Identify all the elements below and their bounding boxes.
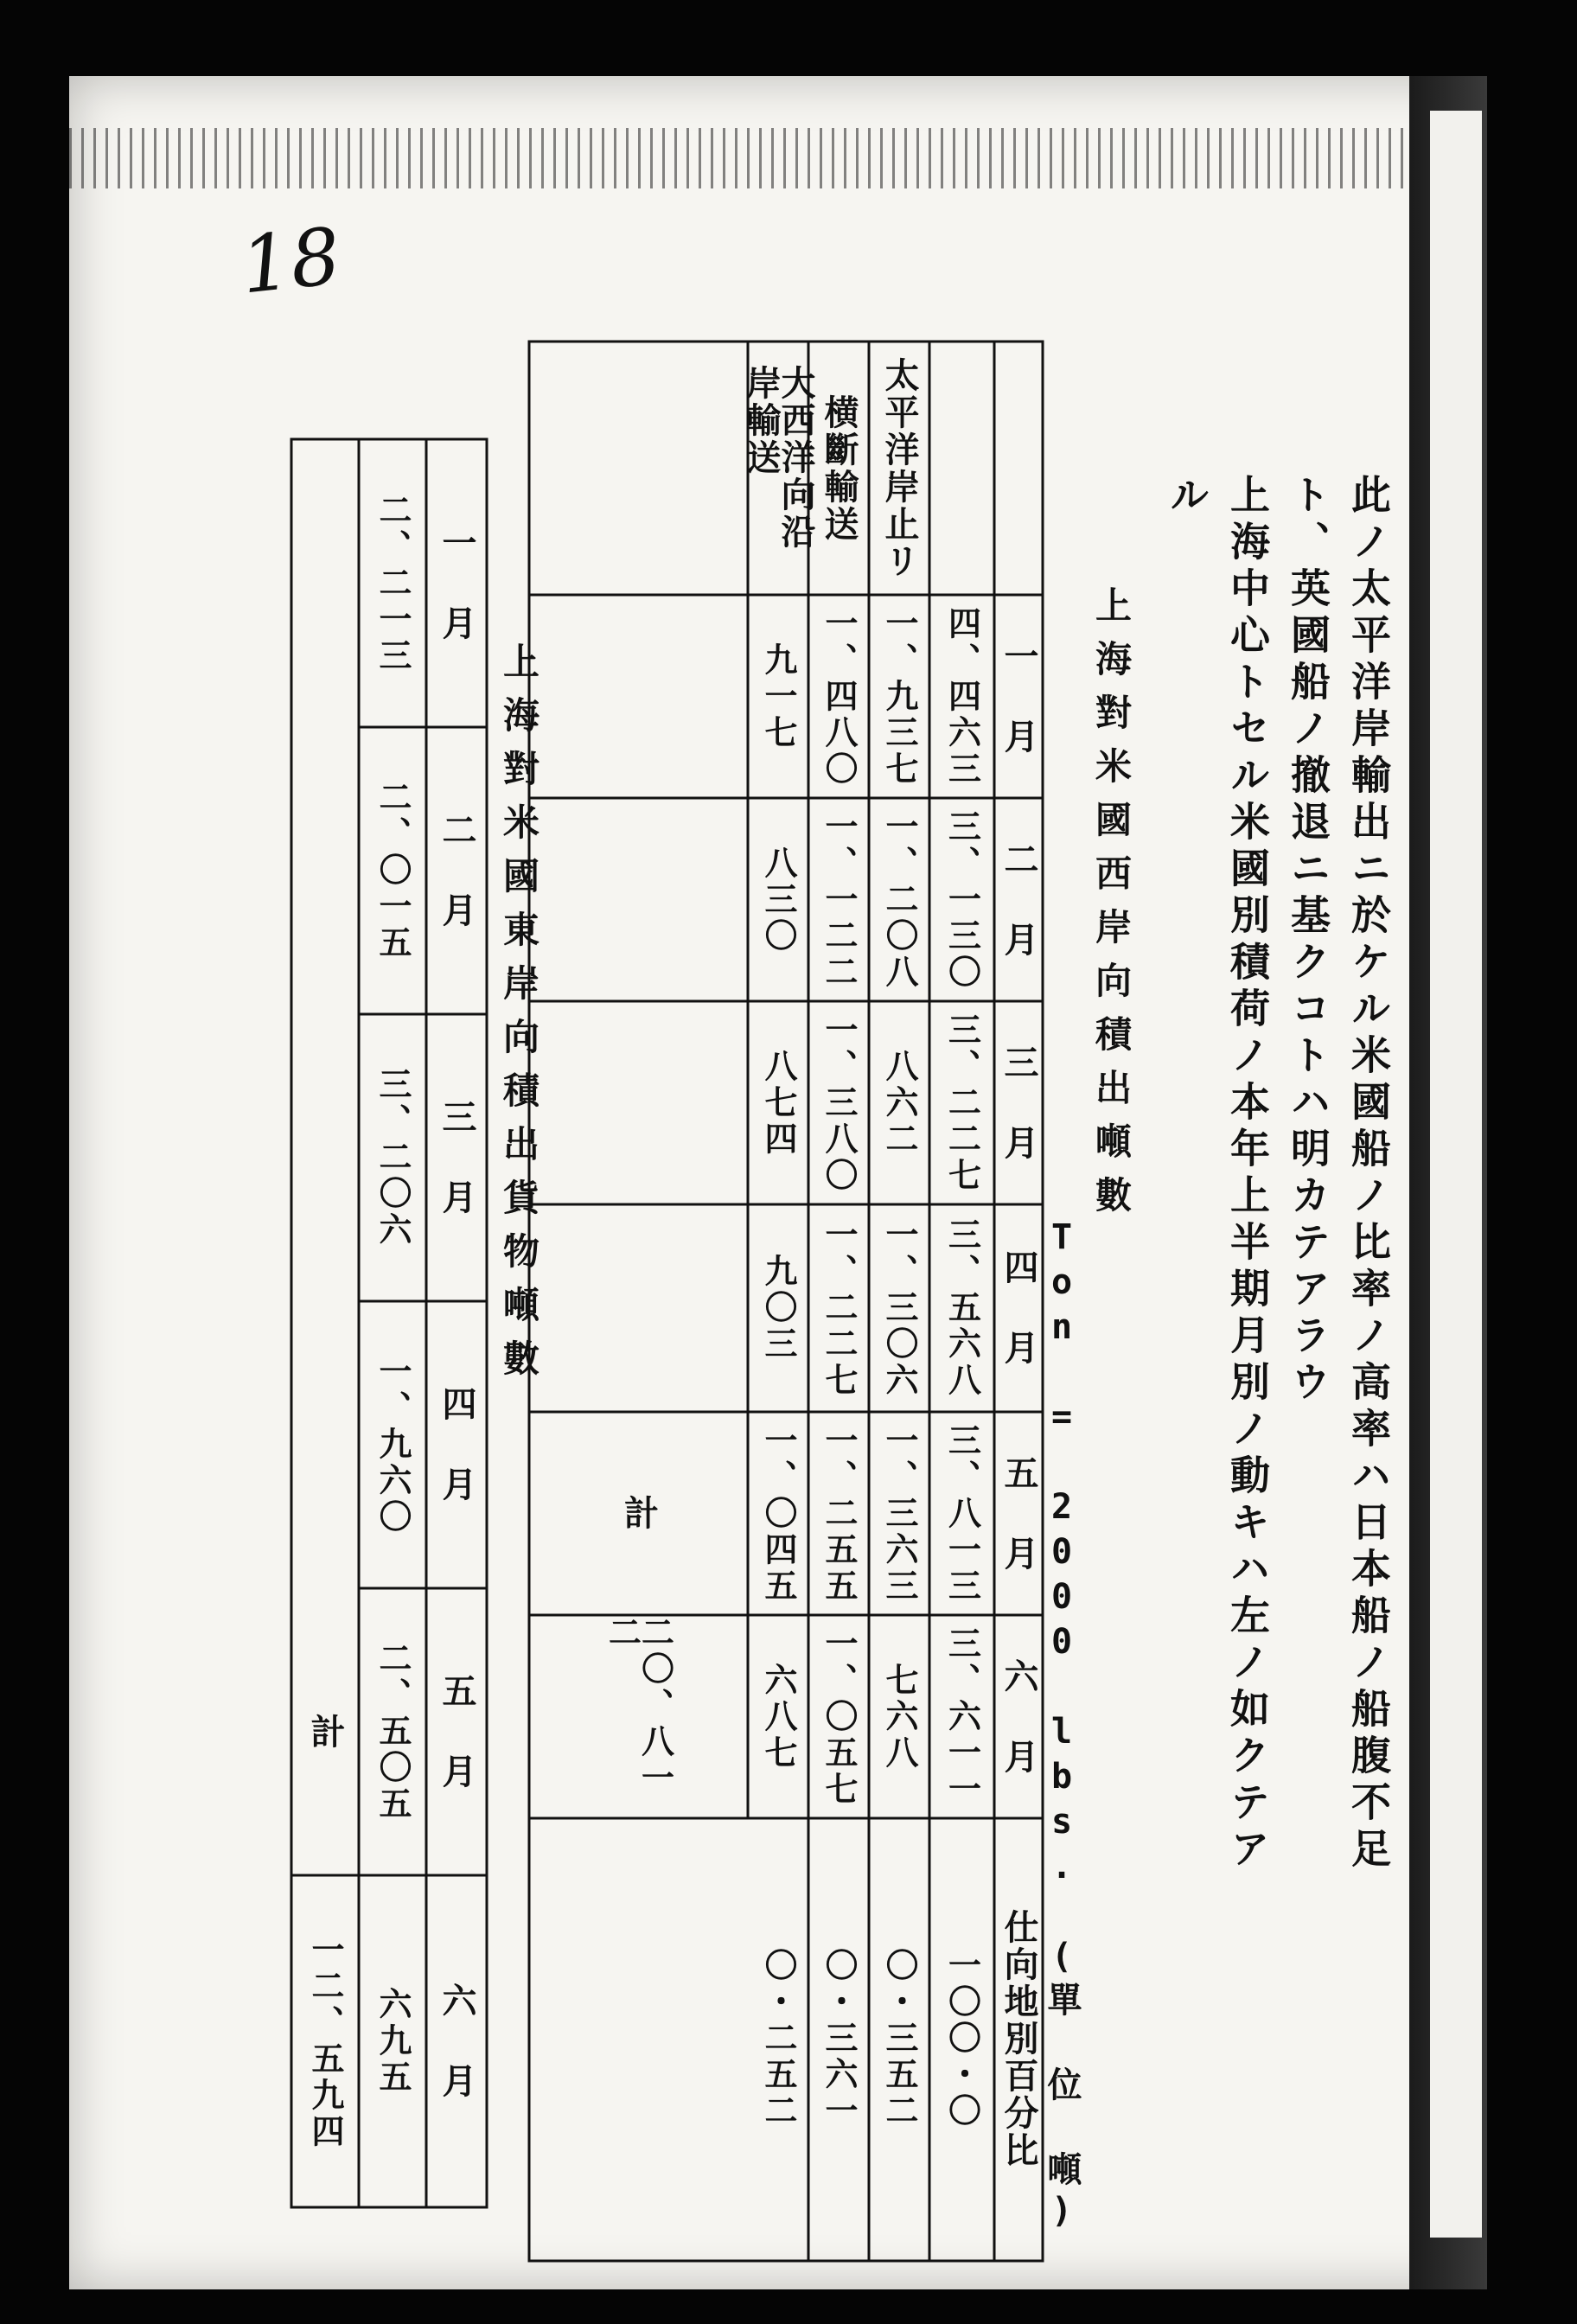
- t1-r1-m5: 一、三六三: [880, 1422, 919, 1605]
- intro-line-3: 上海中心トセル米國別積荷ノ本年上半期月別ノ動キハ左ノ如クテア: [1224, 474, 1271, 1874]
- t2-value-3: 三、二〇六: [374, 1067, 412, 1248]
- t2-month-4: 四 月: [437, 1386, 477, 1504]
- t2-value-5: 二、五〇五: [374, 1641, 412, 1823]
- t1-r3-m2: 八三〇: [759, 845, 798, 954]
- t1-month-5: 五 月: [999, 1454, 1039, 1573]
- t2-month-5: 五 月: [437, 1673, 477, 1791]
- adjacent-page-edge: [1409, 76, 1487, 2289]
- t2-value-6: 六九五: [374, 1987, 412, 2096]
- t1-month-2: 二 月: [999, 840, 1039, 959]
- t1-r3-m6: 六八七: [759, 1662, 798, 1772]
- t2-value-1: 二、二一三: [374, 492, 412, 674]
- document-page: [69, 76, 1487, 2289]
- t1-month-1: 一 月: [999, 637, 1039, 756]
- t2-month-2: 二 月: [437, 812, 477, 929]
- t1-r2-share: 〇・三六一: [820, 1948, 859, 2129]
- t2-month-6: 六 月: [437, 1982, 477, 2100]
- t1-r0-m1: 四、四六三: [942, 605, 982, 788]
- t1-r0-m3: 三、二二七: [942, 1012, 982, 1194]
- t1-r3-m1: 九一七: [759, 642, 798, 751]
- t1-total-label: 計: [618, 1495, 660, 1532]
- t1-r2-m4: 一、二二七: [820, 1217, 859, 1399]
- t1-r0-m5: 三、八一三: [942, 1422, 982, 1605]
- scan-edge-noise: [69, 128, 1487, 188]
- t1-r0-m4: 三、五六八: [942, 1217, 982, 1399]
- t1-r3-share: 〇・二五二: [759, 1948, 798, 2129]
- t1-r2-m3: 一、三八〇: [820, 1012, 859, 1194]
- t1-month-3: 三 月: [999, 1044, 1039, 1162]
- t1-r1-m6: 七六八: [880, 1662, 919, 1772]
- t1-row-label-pacific: 太平洋岸止リ: [879, 356, 920, 580]
- t1-r1-m3: 八六二: [880, 1048, 919, 1158]
- t2-value-2: 二、〇一五: [374, 780, 412, 961]
- t1-r2-m6: 一、〇五七: [820, 1625, 859, 1808]
- west-coast-table: [527, 340, 1046, 2263]
- t1-r3-m5: 一、〇四五: [759, 1422, 798, 1605]
- t2-month-1: 一 月: [437, 524, 477, 642]
- t1-r0-m2: 三、一三〇: [942, 808, 982, 991]
- t1-r3-m3: 八七四: [759, 1048, 798, 1158]
- t1-r3-m4: 九〇三: [759, 1254, 798, 1363]
- t2-value-4: 一、九六〇: [374, 1354, 412, 1536]
- t1-month-4: 四 月: [999, 1249, 1039, 1367]
- table2-title: 上海對米國東岸向積出貨物噸數: [498, 642, 540, 1393]
- t2-month-3: 三 月: [437, 1099, 477, 1216]
- t1-row-label-atlantic: 大西洋向沿岸輸送: [741, 364, 816, 551]
- east-coast-table: [290, 437, 488, 2210]
- t2-total-value: 一二、五九四: [306, 1932, 345, 2150]
- t1-r2-m5: 一、二五五: [820, 1422, 859, 1605]
- t2-total-label: 計: [305, 1713, 346, 1751]
- t1-r1-share: 〇・三五二: [880, 1948, 919, 2129]
- table1-title: 上海對米國西岸向積出噸數: [1090, 586, 1133, 1229]
- t1-r2-m2: 一、一二二: [820, 808, 859, 991]
- intro-line-2: ト、英國船ノ撤退ニ基クコトハ明カテアラウ: [1285, 474, 1331, 1408]
- t1-r1-m1: 一、九三七: [880, 605, 919, 788]
- t1-share-header: 仕向地別百分比: [999, 1908, 1039, 2169]
- handwritten-page-number: 18: [236, 211, 345, 312]
- t1-r1-m4: 一、三〇六: [880, 1217, 919, 1399]
- intro-line-1: 此ノ太平洋岸輸出ニ於ケル米國船ノ比率ノ高率ハ日本船ノ船腹不足: [1345, 474, 1392, 1874]
- t1-total-value: 二〇、八一二: [603, 1615, 675, 1797]
- t1-row-label-transit: 横斷輸送: [819, 393, 859, 543]
- intro-line-4: ル: [1164, 474, 1210, 520]
- t1-r2-m1: 一、四八〇: [820, 605, 859, 788]
- table1-unit-note: Ton = 2000 lbs. (單 位 噸): [1042, 1217, 1082, 2236]
- t1-r0-share: 一〇〇・〇: [942, 1948, 982, 2129]
- t1-r0-m6: 三、六一一: [942, 1625, 982, 1808]
- t1-month-6: 六 月: [999, 1657, 1039, 1776]
- t1-r1-m2: 一、二〇八: [880, 808, 919, 991]
